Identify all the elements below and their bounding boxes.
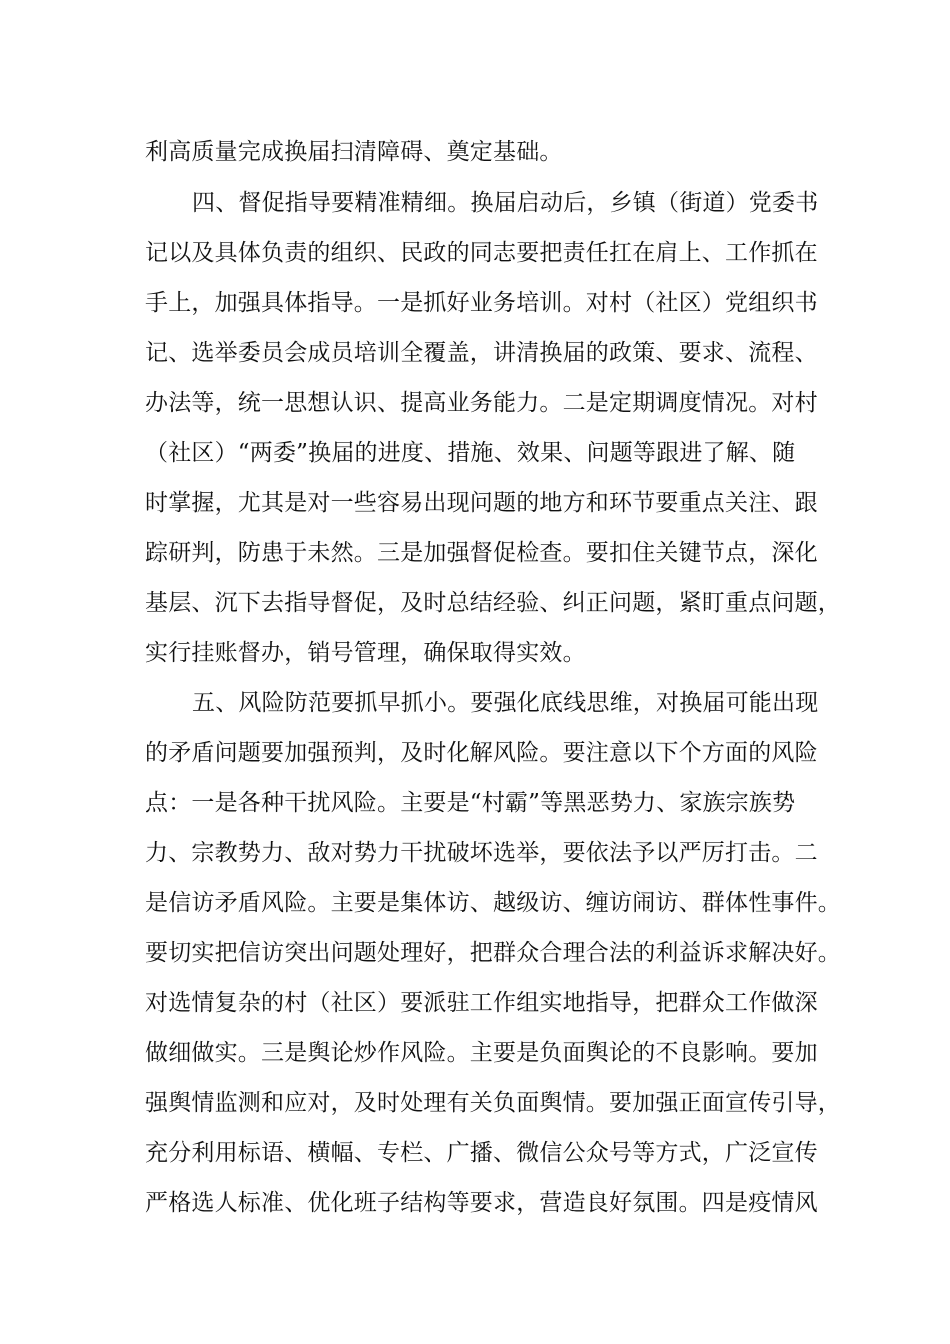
paragraph-five-start: 五、风险防范要抓早抓小。要强化底线思维，对换届可能出现 [192,690,819,716]
text-line: 的矛盾问题要加强预判，及时化解风险。要注意以下个方面的风险 [145,740,818,766]
text-line: 做细做实。三是舆论炒作风险。主要是负面舆论的不良影响。要加 [145,1040,818,1066]
text-line: 是信访矛盾风险。主要是集体访、越级访、缠访闹访、群体性事件。 [145,890,841,916]
text-line: 踪研判，防患于未然。三是加强督促检查。要扣住关键节点，深化 [145,540,818,566]
text-line: 办法等，统一思想认识、提高业务能力。二是定期调度情况。对村 [145,390,818,416]
text-line: 时掌握，尤其是对一些容易出现问题的地方和环节要重点关注、跟 [145,490,818,516]
text-line: 基层、沉下去指导督促，及时总结经验、纠正问题，紧盯重点问题， [145,590,841,616]
text-line: 手上，加强具体指导。一是抓好业务培训。对村（社区）党组织书 [145,290,818,316]
text-line: 记、选举委员会成员培训全覆盖，讲清换届的政策、要求、流程、 [145,340,818,366]
text-line: 严格选人标准、优化班子结构等要求，营造良好氛围。四是疫情风 [145,1190,818,1216]
text-line: 充分利用标语、横幅、专栏、广播、微信公众号等方式，广泛宣传 [145,1140,818,1166]
text-line: 对选情复杂的村（社区）要派驻工作组实地指导，把群众工作做深 [145,990,818,1016]
text-line: （社区）“两委”换届的进度、措施、效果、问题等跟进了解、随 [145,440,796,466]
text-line: 力、宗教势力、敌对势力干扰破坏选举，要依法予以严厉打击。二 [145,840,818,866]
text-line: 强舆情监测和应对，及时处理有关负面舆情。要加强正面宣传引导， [145,1090,841,1116]
text-line: 记以及具体负责的组织、民政的同志要把责任扛在肩上、工作抓在 [145,240,818,266]
text-line: 要切实把信访突出问题处理好，把群众合理合法的利益诉求解决好。 [145,940,841,966]
text-line: 实行挂账督办，销号管理，确保取得实效。 [145,640,586,666]
text-line: 点：一是各种干扰风险。主要是“村霸”等黑恶势力、家族宗族势 [145,790,796,816]
paragraph-four-start: 四、督促指导要精准精细。换届启动后，乡镇（街道）党委书 [192,190,819,216]
text-line: 利高质量完成换届扫清障碍、奠定基础。 [145,139,563,165]
